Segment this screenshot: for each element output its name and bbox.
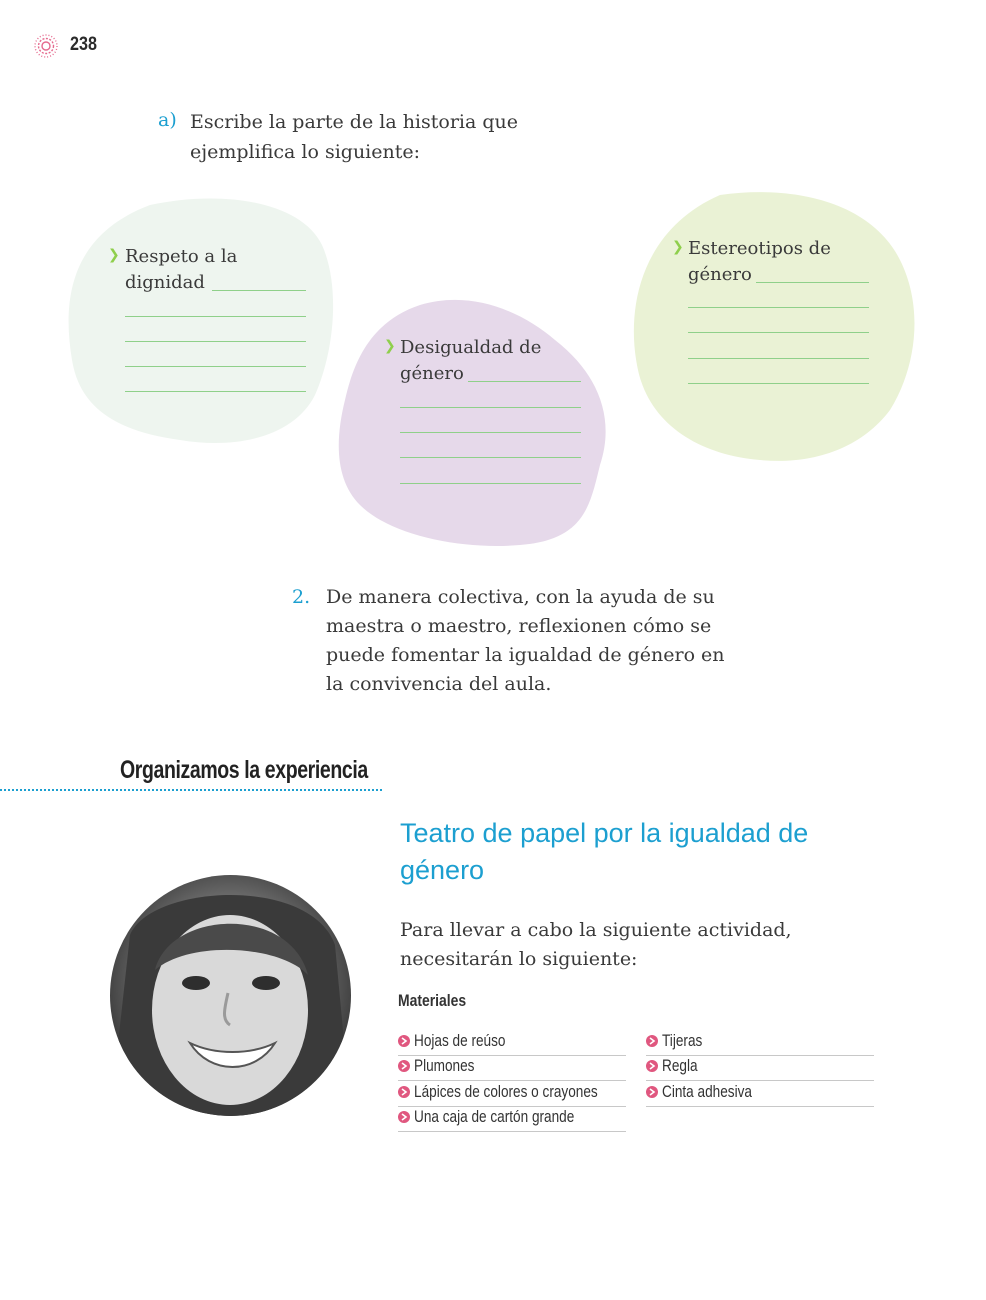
blob-label-line1: Estereotipos de xyxy=(688,238,831,259)
answer-line[interactable] xyxy=(125,391,306,392)
answer-line[interactable] xyxy=(400,432,581,433)
portrait-illustration xyxy=(110,875,351,1116)
material-label: Tijeras xyxy=(662,1031,703,1050)
section-divider xyxy=(0,789,382,791)
material-label: Regla xyxy=(662,1056,698,1075)
blob-label-line2: dignidad xyxy=(125,272,205,293)
answer-line[interactable] xyxy=(125,316,306,317)
answer-line[interactable] xyxy=(756,282,869,283)
answer-line[interactable] xyxy=(688,358,869,359)
material-label: Plumones xyxy=(414,1056,475,1075)
material-item xyxy=(646,1030,874,1056)
question-letter: a) xyxy=(158,109,177,131)
blob-label-line1: Desigualdad de xyxy=(400,337,542,358)
arrow-bullet-icon xyxy=(398,1111,410,1123)
material-label: Una caja de cartón grande xyxy=(414,1107,575,1126)
question-text: Escribe la parte de la historia que ejemplifica lo siguiente: xyxy=(190,111,519,163)
material-item xyxy=(398,1106,626,1132)
material-item xyxy=(646,1055,874,1081)
blob-label-desigualdad xyxy=(400,335,541,387)
blob-label-line1: Respeto a la xyxy=(125,246,238,267)
blob-label-line2: género xyxy=(400,363,464,384)
blob-estereotipos xyxy=(634,192,915,461)
activity-intro: Para llevar a cabo la siguiente actividad, necesitarán lo siguiente: xyxy=(400,919,792,970)
answer-line[interactable] xyxy=(468,381,581,382)
answer-line[interactable] xyxy=(212,290,306,291)
question-number: 2. xyxy=(292,586,311,608)
arrow-bullet-icon xyxy=(646,1035,658,1047)
arrow-bullet-icon xyxy=(398,1035,410,1047)
question-text: De manera colectiva, con la ayuda de su maestra o maestro, reflexionen cómo se puede fomentar la igualdad de género en la convivencia del aula. xyxy=(326,586,725,695)
material-item xyxy=(398,1081,626,1107)
blob-label-estereotipos xyxy=(688,236,831,288)
chevron-icon: ❯ xyxy=(108,247,120,263)
blob-label-line2: género xyxy=(688,264,752,285)
answer-line[interactable] xyxy=(400,457,581,458)
arrow-bullet-icon xyxy=(398,1086,410,1098)
answer-line[interactable] xyxy=(125,366,306,367)
material-item xyxy=(398,1030,626,1056)
answer-line[interactable] xyxy=(688,332,869,333)
material-label: Cinta adhesiva xyxy=(662,1082,752,1101)
answer-line[interactable] xyxy=(400,407,581,408)
arrow-bullet-icon xyxy=(646,1060,658,1072)
section-title: Organizamos la experiencia xyxy=(120,756,368,784)
arrow-bullet-icon xyxy=(646,1086,658,1098)
girl-portrait-photo xyxy=(110,875,351,1116)
answer-line[interactable] xyxy=(688,383,869,384)
arrow-bullet-icon xyxy=(398,1060,410,1072)
sun-ornament-icon xyxy=(32,32,60,60)
material-item xyxy=(398,1055,626,1081)
blob-label-respeto xyxy=(125,244,237,296)
chevron-icon: ❯ xyxy=(384,338,396,354)
materials-heading: Materiales xyxy=(398,991,467,1010)
activity-title: Teatro de papel por la igualdad de género xyxy=(400,818,809,885)
answer-line[interactable] xyxy=(400,483,581,484)
material-label: Hojas de reúso xyxy=(414,1031,506,1050)
material-item xyxy=(646,1081,874,1107)
answer-line[interactable] xyxy=(688,307,869,308)
blob-respeto xyxy=(69,198,334,443)
chevron-icon: ❯ xyxy=(672,239,684,255)
answer-line[interactable] xyxy=(125,341,306,342)
page-number: 238 xyxy=(70,34,97,55)
material-label: Lápices de colores o crayones xyxy=(414,1082,598,1101)
